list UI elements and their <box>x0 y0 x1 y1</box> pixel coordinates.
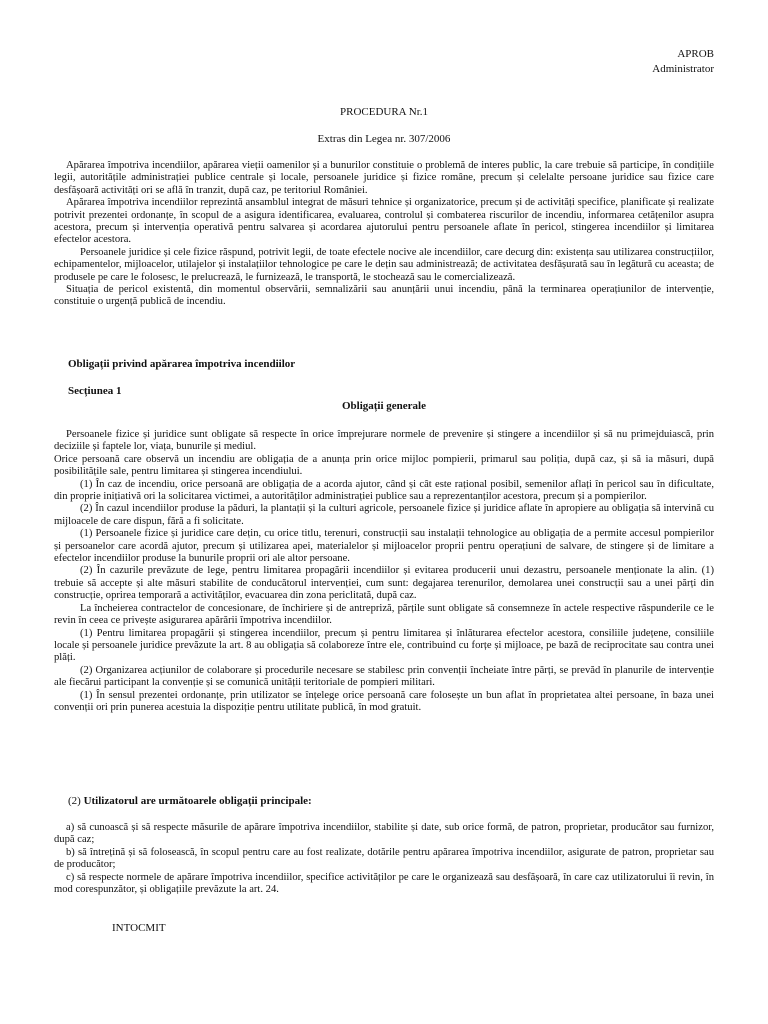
obligation-paragraph: (2) În cazurile prevăzute de lege, pentru limitarea propagării incendiilor și evitarea producerii unui dezastru, persoanele menționate la alin. (1) trebuie să accepte și alte măsuri stabilite de conducătorul intervenției, cum sunt: degajarea terenurilor, demolarea unei construcții sau a unei părți din construcție, oprirea temporară a activităților, evacuarea din zona periclitată, după caz. <box>54 565 714 602</box>
list-item: b) să întrețină și să folosească, în scopul pentru care au fost realizate, dotările pentru apărarea împotriva incendiilor, asigurate de patron, proprietar sau de producător; <box>54 846 714 871</box>
section-heading: Obligații privind apărarea împotriva incendiilor <box>68 358 296 370</box>
obligation-paragraph: (1) Pentru limitarea propagării și stingerea incendiilor, precum și pentru limitarea și înlăturarea efectelor acestora, consiliile județene, consiliile locale și persoanele juridice prevăzute la art. 8 au obligația să colaboreze între ele, contribuind cu forțe și mijloace, pe bază de reciprocitate sau contra unei plăți. <box>54 627 714 664</box>
list-item: a) să cunoască și să respecte măsurile de apărare împotriva incendiilor, stabilite și date, sub orice formă, de patron, proprietar, producător sau furnizor, după caz; <box>54 822 714 846</box>
obligation-paragraph: La încheierea contractelor de concesionare, de închiriere și de antrepriză, părțile sunt obligate să consemneze în actele respective răspunderile ce le revin în ceea ce privește asigurarea apărării împotriva incendiilor. <box>54 602 714 627</box>
approve-label: APROB <box>677 48 714 60</box>
intro-section <box>54 160 714 309</box>
section-label: Secțiunea 1 <box>68 385 122 397</box>
intro-paragraph: Situația de pericol existentă, din momentul observării, semnalizării sau anunțării unui incendiu, până la terminarea operațiunilor de intervenție, constituie o urgență publică de incendiu. <box>54 284 714 308</box>
user-obligations-list <box>54 822 714 896</box>
obligation-paragraph: (1) În caz de incendiu, orice persoană are obligația de a acorda ajutor, când și cât este rațional posibil, semenilor aflați în pericol sau în dificultate, din proprie inițiativă ori la solicitarea victimei, a autorităților administrației publice sau a reprezentanților acestora, precum și a pompierilor. <box>54 478 714 503</box>
user-obligations-heading <box>68 795 312 807</box>
obligation-paragraph: Orice persoană care observă un incendiu are obligația de a anunța prin orice mijloc pompierii, primarul sau poliția, după caz, și să ia măsuri, după posibilitățile sale, pentru limitarea și stingerea incendiului. <box>54 453 714 478</box>
document-title: PROCEDURA Nr.1 <box>339 106 429 118</box>
obligation-paragraph: (2) În cazul incendiilor produse la păduri, la plantații și la culturi agricole, persoanele fizice și juridice aflate în apropiere au obligația să intervină cu mijloacele de care dispun, fără a fi solicitate. <box>54 503 714 527</box>
signature-label: INTOCMIT <box>112 922 166 934</box>
general-obligations <box>54 429 714 714</box>
intro-paragraph: Persoanele juridice și cele fizice răspund, potrivit legii, de toate efectele nocive ale incendiilor, care decurg din: existența sau utilizarea construcțiilor, echipamentelor, mijloacelor, utilajelor și instalațiilor tehnologice pe care le dețin sau administrează; de activitatea desfășurată sau în legătură cu aceasta; de produsele pe care le folosesc, le prelucrează, le furnizează, le transportă, le stochează sau le comercializează. <box>54 246 714 283</box>
obligation-paragraph: (2) Organizarea acțiunilor de colaborare și procedurile necesare se stabilesc prin convenții încheiate între părți, se prevăd în planurile de intervenție ale fiecărui participant la convenție și se comunică unității teritoriale de pompieri militari. <box>54 664 714 689</box>
approver-role: Administrator <box>652 63 714 75</box>
document-subtitle: Extras din Legea nr. 307/2006 <box>317 133 451 145</box>
list-item: c) să respecte normele de apărare împotriva incendiilor, specifice activităților pe care le organizează sau desfășoară, în care caz utilizatorului îi revin, în mod corespunzător, și obligațiile prevăzute la art. 24. <box>54 871 714 896</box>
obligation-paragraph: (1) În sensul prezentei ordonanțe, prin utilizator se înțelege orice persoană care folosește un bun aflat în proprietatea altei persoane, în baza unei convenții ori prin punerea acestuia la dispoziție pentru utilitate publică, în mod gratuit. <box>54 689 714 713</box>
obligation-paragraph: (1) Persoanele fizice și juridice care dețin, cu orice titlu, terenuri, construcții sau instalații tehnologice au obligația de a permite accesul pompierilor și persoanelor care acordă ajutor, precum și utilizarea apei, materialelor și mijloacelor proprii pentru operațiuni de salvare, de stingere și de limitare a efectelor incendiilor produse la bunurile proprii ori ale altor persoane. <box>54 528 714 565</box>
user-obligations-title: Utilizatorul are următoarele obligații principale: <box>83 795 312 807</box>
intro-paragraph: Apărarea împotriva incendiilor reprezintă ansamblul integrat de măsuri tehnice și organizatorice, precum și de activități specifice, planificate și realizate potrivit prezentei ordonanțe, în scopul de a asigura identificarea, evaluarea, controlul și combaterea riscurilor de incendiu, informarea cetățenilor asupra acestora, precum și intervenția operativă pentru salvarea și acordarea ajutorului pentru persoanele aflate în pericol, stingerea incendiilor și limitarea efectelor acestora. <box>54 197 714 246</box>
obligation-paragraph: Persoanele fizice și juridice sunt obligate să respecte în orice împrejurare normele de prevenire și stingere a incendiilor și să nu primejduiască, prin deciziile și faptele lor, viața, bunurile și mediul. <box>54 429 714 453</box>
section-title: Obligații generale <box>341 400 426 412</box>
intro-paragraph: Apărarea împotriva incendiilor, apărarea vieții oamenilor și a bunurilor constituie o problemă de interes public, la care trebuie să participe, în condițiile legii, autoritățile administrației publice centrale și locale, persoanele juridice și fizice române, precum și celelalte persoane juridice sau fizice care desfășoară activități ori se află în tranzit, după caz, pe teritoriul României. <box>54 160 714 196</box>
approval-block <box>652 47 714 77</box>
user-obligations-number: (2) <box>68 795 81 807</box>
